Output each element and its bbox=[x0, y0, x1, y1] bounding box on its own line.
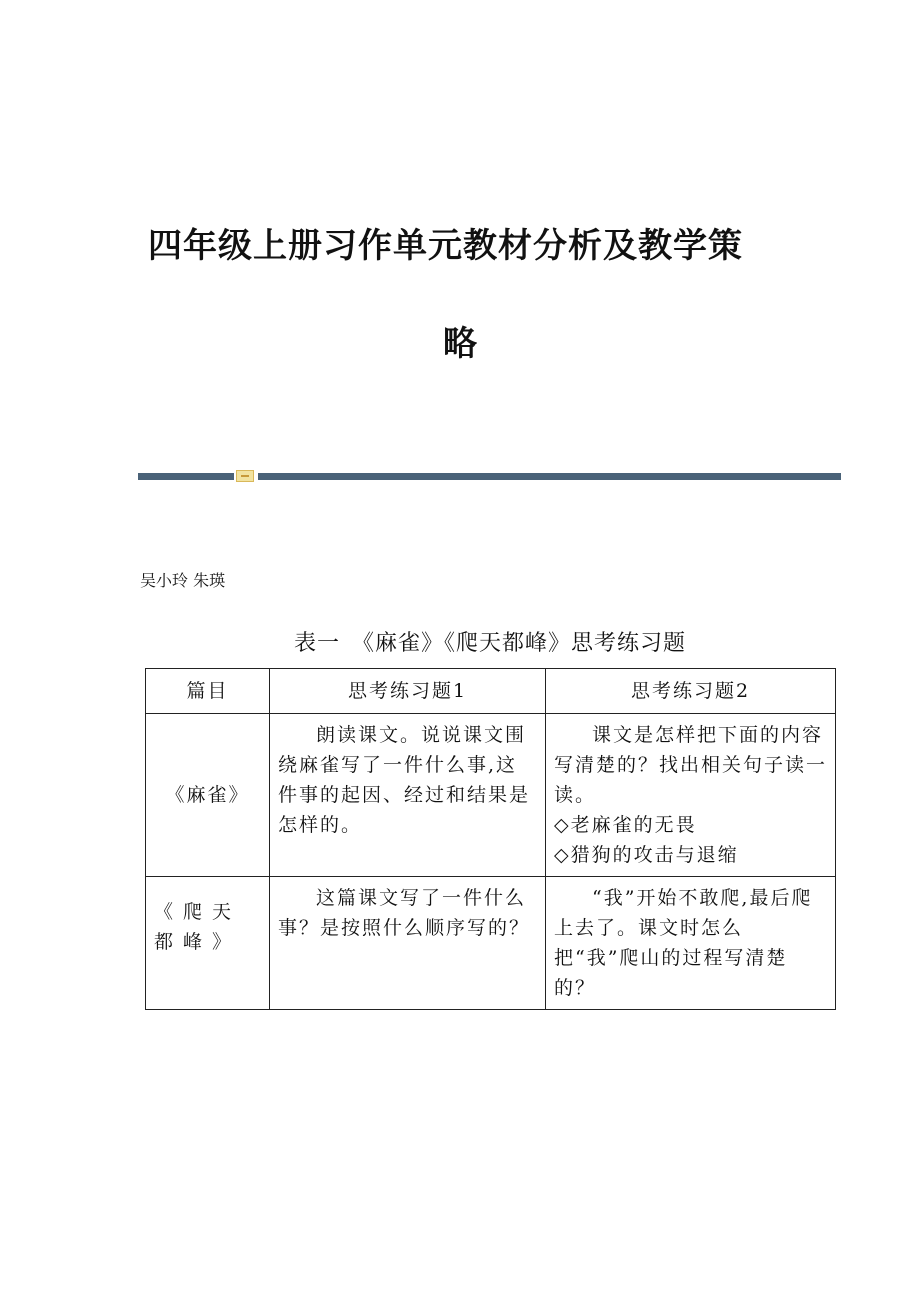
row-q2 bbox=[546, 877, 836, 1010]
table-row bbox=[146, 877, 836, 1010]
divider-ornament-icon bbox=[236, 470, 254, 482]
table-header-row bbox=[146, 669, 836, 714]
row-q2 bbox=[546, 714, 836, 877]
q2-intro-text: 课文是怎样把下面的内容写清楚的？找出相关句子读一读。 bbox=[554, 724, 828, 806]
divider-bar-left bbox=[138, 473, 234, 480]
row-title: 《爬天都峰》 bbox=[146, 877, 270, 1010]
row-q1 bbox=[270, 877, 546, 1010]
header-cell-q2: 思考练习题2 bbox=[546, 669, 836, 714]
exercise-table bbox=[145, 668, 836, 1010]
q2-point: ◇ 老麻雀的无畏 bbox=[554, 810, 827, 840]
table-caption: 表一 《麻雀》《爬天都峰》思考练习题 bbox=[293, 631, 686, 656]
q1-text: 朗读课文。说说课文围绕麻雀写了一件什么事,这件事的起因、经过和结果是怎样的。 bbox=[278, 724, 531, 836]
document-title-continued: 略 bbox=[443, 324, 477, 364]
authors: 吴小玲 朱瑛 bbox=[140, 571, 226, 590]
document-title: 四年级上册习作单元教材分析及教学策 bbox=[148, 226, 743, 266]
title-divider bbox=[138, 470, 841, 482]
divider-bar-right bbox=[258, 473, 841, 480]
q2-point: ◇ 猎狗的攻击与退缩 bbox=[554, 840, 827, 870]
table-row bbox=[146, 714, 836, 877]
header-cell-title: 篇目 bbox=[146, 669, 270, 714]
q1-text: 这篇课文写了一件什么事？是按照什么顺序写的？ bbox=[278, 887, 531, 939]
row-q1 bbox=[270, 714, 546, 877]
header-cell-q1: 思考练习题1 bbox=[270, 669, 546, 714]
q2-intro-text: “我”开始不敢爬,最后爬上去了。课文时怎么把“我”爬山的过程写清楚的？ bbox=[554, 887, 813, 999]
row-title: 《麻雀》 bbox=[146, 714, 270, 877]
